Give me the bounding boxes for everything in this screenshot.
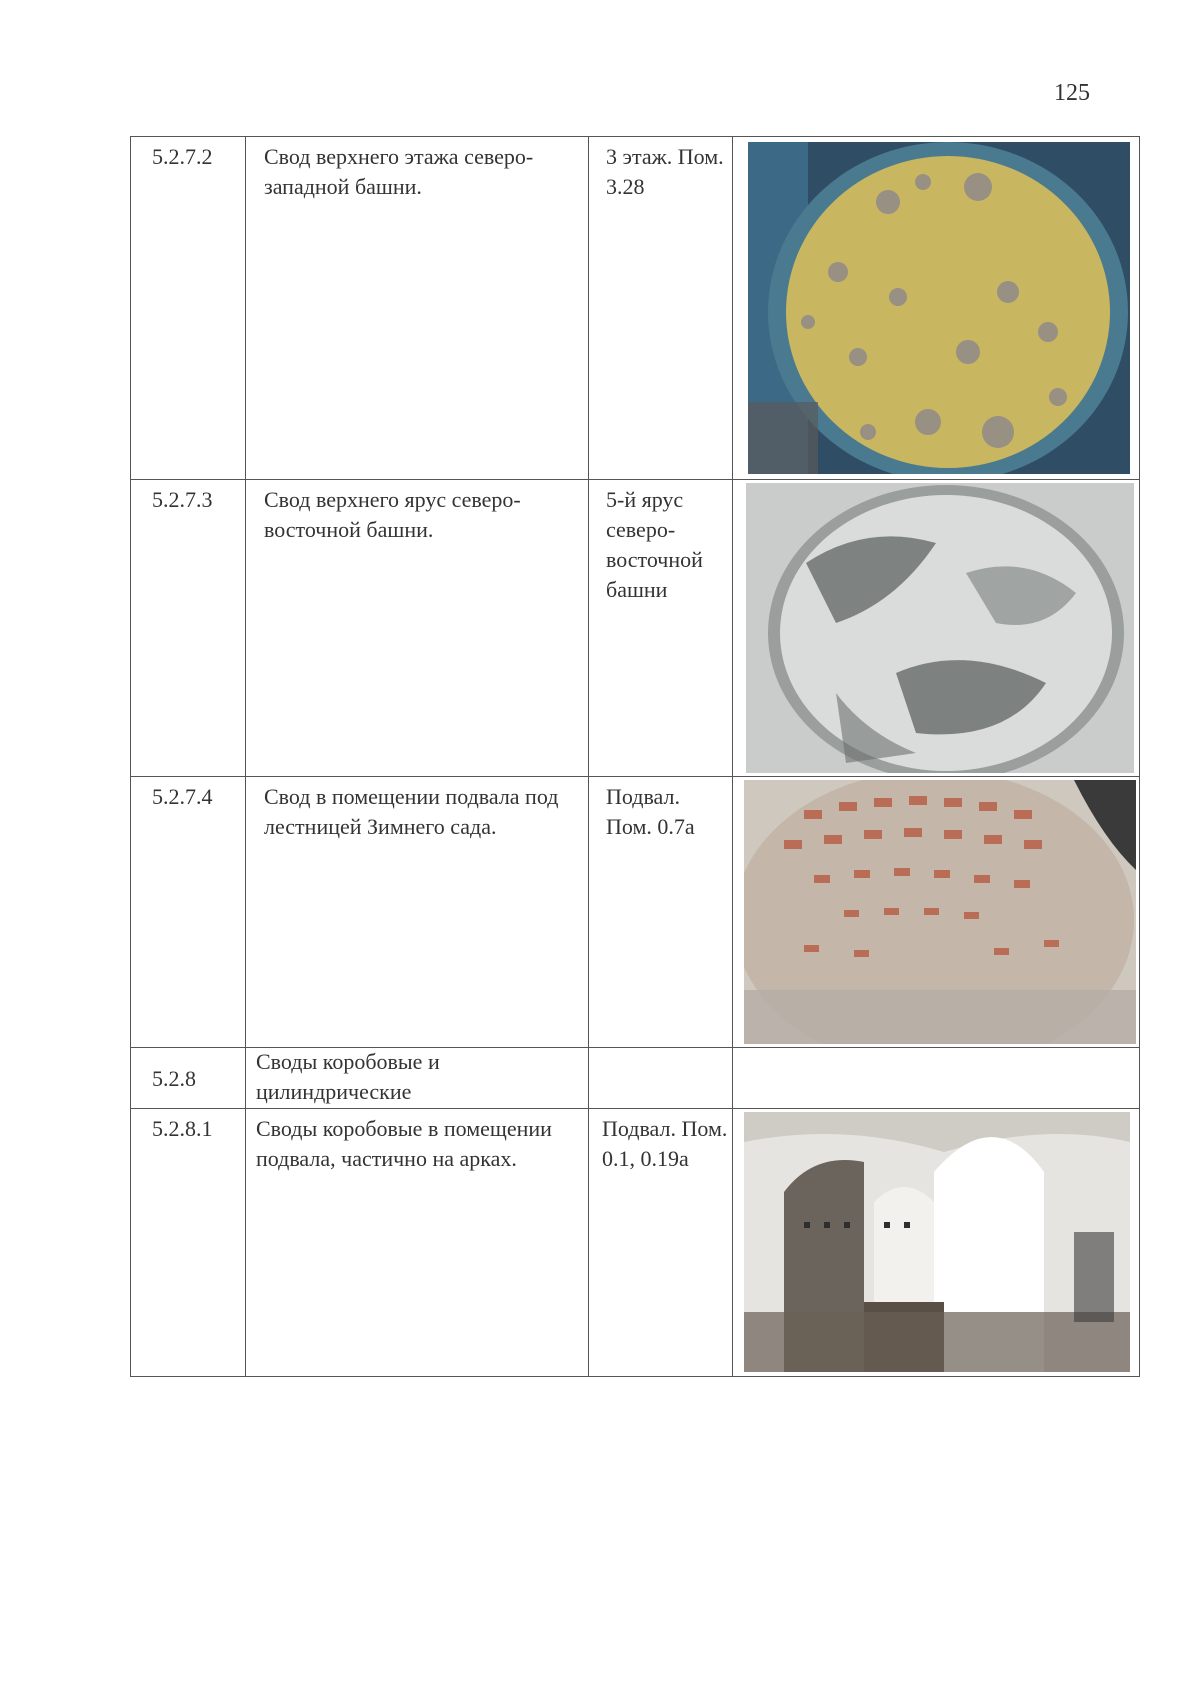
row-location: 3 этаж. Пом. 3.28: [606, 144, 724, 199]
table-rule: [130, 136, 131, 1376]
table-rule: [130, 1108, 1140, 1109]
row-code: 5.2.8.1: [152, 1116, 213, 1141]
photo-dome-grey: [746, 483, 1134, 773]
page-number: 125: [1054, 80, 1090, 106]
table-rule: [130, 776, 1140, 777]
row-description: Свод в помещении подвала под лестницей Зимнего сада.: [264, 784, 559, 839]
row-location: 5-й ярус северо-восточной башни: [606, 487, 703, 602]
table-rule: [588, 136, 589, 1376]
row-description: Своды коробовые в помещении подвала, частично на арках.: [256, 1116, 552, 1171]
row-code: 5.2.7.4: [152, 784, 213, 809]
photo-dome-yellow: [748, 142, 1130, 474]
row-description: Своды коробовые и цилиндрические: [256, 1049, 440, 1104]
row-location: Подвал. Пом. 0.1, 0.19а: [602, 1116, 728, 1171]
row-code: 5.2.7.2: [152, 144, 213, 169]
row-code: 5.2.8: [152, 1066, 196, 1091]
row-description: Свод верхнего ярус северо-восточной башни.: [264, 487, 521, 542]
row-description: Свод верхнего этажа северо-западной башни.: [264, 144, 534, 199]
table-rule: [732, 136, 733, 1376]
table-rule: [130, 136, 1140, 137]
table-rule: [245, 136, 246, 1376]
photo-basement-arches: [744, 1112, 1130, 1372]
table-rule: [130, 479, 1140, 480]
photo-brick-dome: [744, 780, 1136, 1044]
table-rule: [1139, 136, 1140, 1376]
row-location: Подвал. Пом. 0.7а: [606, 784, 695, 839]
table-rule: [130, 1376, 1140, 1377]
inventory-table: [130, 136, 1140, 1376]
row-code: 5.2.7.3: [152, 487, 213, 512]
